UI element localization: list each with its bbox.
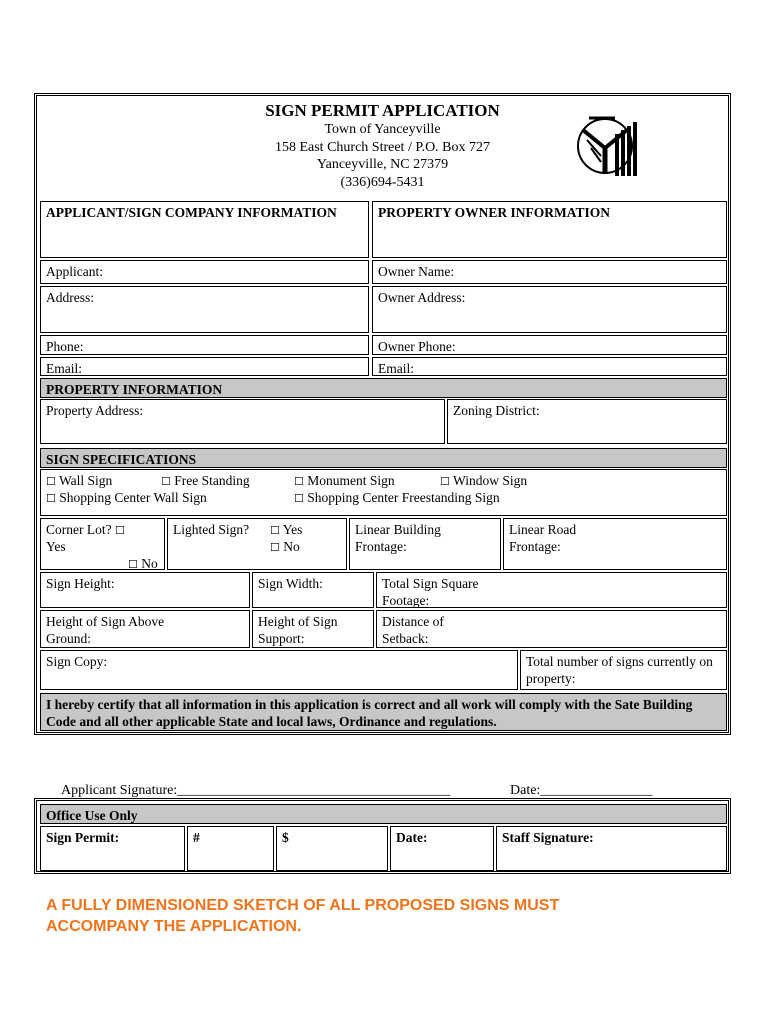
sign-copy-field[interactable] [40, 650, 518, 690]
height-above-ground-label: Height of Sign Above Ground: [46, 614, 165, 646]
sign-width-label: Sign Width: [258, 576, 323, 591]
applicant-phone-field[interactable] [40, 335, 369, 355]
corner-lot-label: Corner Lot? [46, 522, 112, 537]
checkbox-icon: ☐ [161, 475, 171, 488]
applicant-phone-label: Phone: [46, 339, 84, 354]
staff-signature-label: Staff Signature: [502, 830, 594, 845]
sign-height-field[interactable] [40, 572, 250, 608]
linear-road-frontage-field[interactable] [503, 518, 727, 570]
applicant-section-title: APPLICANT/SIGN COMPANY INFORMATION [46, 205, 337, 220]
sketch-notice: A FULLY DIMENSIONED SKETCH OF ALL PROPOSED SIGNS MUST ACCOMPANY THE APPLICATION. [46, 897, 560, 935]
owner-address-label: Owner Address: [378, 290, 466, 305]
town-street: 158 East Church Street / P.O. Box 727 [274, 139, 491, 155]
applicant-email-field[interactable] [40, 357, 369, 376]
town-logo-icon [575, 104, 643, 184]
applicant-address-field[interactable] [40, 286, 369, 333]
owner-address-field[interactable] [372, 286, 727, 333]
owner-phone-label: Owner Phone: [378, 339, 456, 354]
office-use-section [34, 798, 731, 874]
corner-lot-no-option[interactable] [128, 555, 158, 573]
free-standing-label: Free Standing [174, 473, 250, 488]
window-sign-label: Window Sign [453, 473, 528, 488]
office-date-field[interactable] [390, 826, 494, 871]
applicant-signature-line[interactable]: Applicant Signature:_______________________________________ [61, 783, 451, 798]
linear-building-frontage-field[interactable] [349, 518, 501, 570]
height-of-support-label: Height of Sign Support: [258, 614, 338, 646]
monument-sign-option[interactable] [294, 472, 395, 490]
form-title: SIGN PERMIT APPLICATION [265, 101, 500, 120]
office-date-label: Date: [396, 830, 428, 845]
total-square-footage-label: Total Sign Square Footage: [382, 576, 479, 608]
checkbox-icon: ☐ [46, 492, 56, 505]
total-signs-label: Total number of signs currently on property: [526, 654, 713, 686]
sign-permit-field[interactable] [40, 826, 185, 871]
applicant-field[interactable] [40, 260, 369, 284]
sign-type-options [40, 469, 727, 516]
linear-building-frontage-label: Linear Building Frontage: [355, 522, 441, 554]
zoning-district-field[interactable] [447, 399, 727, 444]
checkbox-icon: ☐ [270, 541, 280, 554]
lighted-no-option[interactable] [270, 538, 300, 556]
certification-text: I hereby certify that all information in this application is correct and all work will comply with the Sate Building Code and all other applicable State and local laws, Ordinance and regulations. [46, 697, 693, 729]
owner-email-field[interactable] [372, 357, 727, 376]
form-frame [34, 93, 731, 735]
sign-specs-section-header [40, 448, 727, 468]
sign-permit-label: Sign Permit: [46, 830, 120, 845]
lighted-yes-option[interactable] [270, 521, 302, 539]
shopping-center-freestanding-label: Shopping Center Freestanding Sign [307, 490, 500, 505]
owner-email-label: Email: [378, 361, 414, 376]
owner-name-field[interactable] [372, 260, 727, 284]
certification-statement [40, 693, 727, 731]
sign-specs-section-title: SIGN SPECIFICATIONS [46, 452, 197, 467]
height-above-ground-field[interactable] [40, 610, 250, 648]
height-of-support-field[interactable] [252, 610, 374, 648]
owner-name-label: Owner Name: [378, 264, 455, 279]
property-section-title: PROPERTY INFORMATION [46, 382, 223, 397]
free-standing-option[interactable] [161, 472, 250, 490]
checkbox-icon: ☐ [294, 475, 304, 488]
office-use-header [40, 804, 727, 824]
corner-lot-yes-checkbox-icon[interactable]: ☐ [114, 524, 125, 537]
wall-sign-label: Wall Sign [59, 473, 113, 488]
checkbox-icon: ☐ [270, 524, 280, 537]
linear-road-frontage-label: Linear Road Frontage: [509, 522, 577, 554]
distance-of-setback-label: Distance of Setback: [382, 614, 444, 646]
shopping-center-wall-label: Shopping Center Wall Sign [59, 490, 207, 505]
corner-lot-yes-label: Yes [46, 539, 66, 554]
sign-height-label: Sign Height: [46, 576, 115, 591]
permit-fee-label: $ [282, 830, 289, 845]
checkbox-icon: ☐ [128, 558, 138, 571]
permit-number-field[interactable] [187, 826, 274, 871]
total-square-footage-field[interactable] [376, 572, 727, 608]
shopping-center-freestanding-option[interactable] [294, 489, 500, 507]
staff-signature-field[interactable] [496, 826, 727, 871]
checkbox-icon: ☐ [440, 475, 450, 488]
lighted-no-label: No [283, 539, 300, 554]
checkbox-icon: ☐ [46, 475, 56, 488]
sign-width-field[interactable] [252, 572, 374, 608]
applicant-email-label: Email: [46, 361, 82, 376]
zoning-district-label: Zoning District: [453, 403, 540, 418]
owner-section-header [372, 201, 727, 258]
lighted-sign-field [167, 518, 347, 570]
checkbox-icon: ☐ [294, 492, 304, 505]
property-section-header [40, 378, 727, 398]
office-use-title: Office Use Only [46, 808, 138, 823]
corner-lot-field [40, 518, 165, 570]
lighted-yes-label: Yes [282, 522, 303, 537]
distance-of-setback-field[interactable] [376, 610, 727, 648]
town-phone: (336)694-5431 [340, 174, 425, 190]
window-sign-option[interactable] [440, 472, 527, 490]
wall-sign-option[interactable] [46, 472, 112, 490]
signature-date-line[interactable]: Date:________________ [510, 783, 653, 798]
town-name: Town of Yanceyville [324, 122, 441, 137]
permit-number-label: # [193, 830, 200, 845]
sign-copy-label: Sign Copy: [46, 654, 108, 669]
applicant-address-label: Address: [46, 290, 94, 305]
property-address-field[interactable] [40, 399, 445, 444]
owner-section-title: PROPERTY OWNER INFORMATION [378, 205, 611, 220]
monument-sign-label: Monument Sign [307, 473, 395, 488]
applicant-section-header [40, 201, 369, 258]
applicant-label: Applicant: [46, 264, 103, 279]
owner-phone-field[interactable] [372, 335, 727, 355]
corner-lot-no-label: No [141, 556, 158, 571]
shopping-center-wall-option[interactable] [46, 489, 207, 507]
permit-fee-field[interactable] [276, 826, 388, 871]
lighted-sign-label: Lighted Sign? [173, 522, 250, 537]
town-city: Yanceyville, NC 27379 [316, 157, 449, 172]
property-address-label: Property Address: [46, 403, 144, 418]
total-signs-field[interactable] [520, 650, 727, 690]
